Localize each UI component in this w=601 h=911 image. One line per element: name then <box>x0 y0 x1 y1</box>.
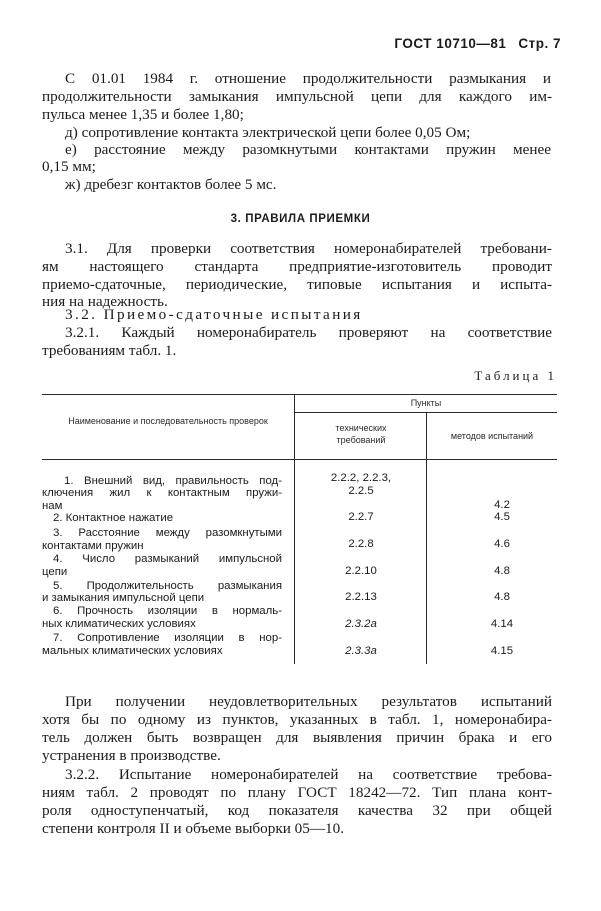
table-col-rule-1 <box>294 394 295 664</box>
row-6-tech: 2.3.2а <box>345 618 377 630</box>
p322-line-2: ниям табл. 2 проводят по плану ГОСТ 18242—72. Тип плана конт- <box>42 784 552 801</box>
row-4-name-line-1: 4. Число размыканий импульсной <box>53 553 282 565</box>
row-3-tech: 2.2.8 <box>348 538 374 550</box>
row-5-tech: 2.2.13 <box>345 591 377 603</box>
intro-line-1: С 01.01 1984 г. отношение продолжительности размыкания и <box>65 70 551 87</box>
intro-line-4: д) сопротивление контакта электрической цепи более 0,05 Ом; <box>65 124 471 141</box>
table-caption: Таблица 1 <box>474 368 557 383</box>
row-6-name-line-2: ных климатических условиях <box>42 618 196 630</box>
row-2-tech: 2.2.7 <box>348 511 374 523</box>
section-title: 3. ПРАВИЛА ПРИЕМКИ <box>230 213 371 225</box>
table-header-rule <box>42 459 557 460</box>
row-1-method: 4.2 <box>494 499 510 511</box>
p32-heading: 3.2. Приемо-сдаточные испытания <box>65 306 363 323</box>
row-5-name-line-2: и замыкания импульсной цепи <box>42 592 205 604</box>
row-2-name-line-1: 2. Контактное нажатие <box>53 512 174 524</box>
table-header-tech: технических требований <box>335 423 387 445</box>
row-3-method: 4.6 <box>494 538 510 550</box>
row-7-tech: 2.3.3а <box>345 645 377 657</box>
intro-line-3: пульса менее 1,35 и более 1,80; <box>42 106 244 123</box>
after-line-1: При получении неудовлетворительных результатов испытаний <box>65 693 552 710</box>
row-1-name-line-3: нам <box>42 500 63 512</box>
row-3-name-line-2: контактами пружин <box>42 540 144 552</box>
intro-line-2: продолжительности замыкания импульсной цепи для каждого им- <box>42 88 552 105</box>
after-line-4: устранения в производстве. <box>42 747 221 764</box>
row-4-method: 4.8 <box>494 565 510 577</box>
page-number: Стр. 7 <box>518 36 561 51</box>
row-4-name-line-2: цепи <box>42 566 68 578</box>
row-1-name-line-1: 1. Внешний вид, правильность под- <box>64 475 282 487</box>
row-6-method: 4.14 <box>490 618 514 630</box>
intro-line-7: ж) дребезг контактов более 5 мс. <box>65 176 277 193</box>
p31-line-2: ям настоящего стандарта предприятие-изготовитель проводит <box>42 258 552 275</box>
table-header-group: Пункты <box>410 398 442 408</box>
p31-line-3: приемо-сдаточные, периодические, типовые испытания и испыта- <box>42 276 552 293</box>
table-header-name: Наименование и последовательность проверок <box>68 416 268 426</box>
p321-line-1: 3.2.1. Каждый номеронабиратель проверяют на соответствие <box>65 324 552 341</box>
row-1-name-line-2: ключения жил к контактным пружи- <box>42 487 282 499</box>
row-7-name-line-2: мальных климатических условиях <box>42 645 223 657</box>
p322-line-1: 3.2.2. Испытание номеронабирателей на соответствие требова- <box>65 766 552 783</box>
row-3-name-line-1: 3. Расстояние между разомкнутыми <box>53 527 282 539</box>
row-4-tech: 2.2.10 <box>345 565 377 577</box>
p31-line-4: ния на надежность. <box>42 293 168 310</box>
row-1-tech-line-2: 2.2.5 <box>348 485 374 497</box>
row-6-name-line-1: 6. Прочность изоляции в нормаль- <box>53 605 282 617</box>
after-line-2: хотя бы по одному из пунктов, указанных в табл. 1, номеронабира- <box>42 711 552 728</box>
p31-line-1: 3.1. Для проверки соответствия номеронабирателей требовани- <box>65 240 552 257</box>
table-header-method: методов испытаний <box>450 431 534 441</box>
row-7-method: 4.15 <box>490 645 514 657</box>
row-5-name-line-1: 5. Продолжительность размыкания <box>53 580 282 592</box>
table-col-rule-2 <box>426 412 427 664</box>
p322-line-3: роля одноступенчатый, код показателя качества 32 при общей <box>42 802 552 819</box>
row-1-tech-line-1: 2.2.2, 2.2.3, <box>330 472 392 484</box>
intro-line-6: 0,15 мм; <box>42 158 96 175</box>
after-line-3: тель должен быть возвращен для выявления причин брака и его <box>42 729 552 746</box>
standard-number: ГОСТ 10710—81 <box>394 36 507 51</box>
page-header <box>394 36 561 51</box>
row-2-method: 4.5 <box>494 511 510 523</box>
row-5-method: 4.8 <box>494 591 510 603</box>
intro-line-5: е) расстояние между разомкнутыми контактами пружин менее <box>65 141 551 158</box>
table-top-rule <box>42 394 557 395</box>
p321-line-2: требованиям табл. 1. <box>42 342 177 359</box>
p322-line-4: степени контроля II и объеме выборки 05—10. <box>42 820 345 837</box>
row-7-name-line-1: 7. Сопротивление изоляции в нор- <box>53 632 282 644</box>
